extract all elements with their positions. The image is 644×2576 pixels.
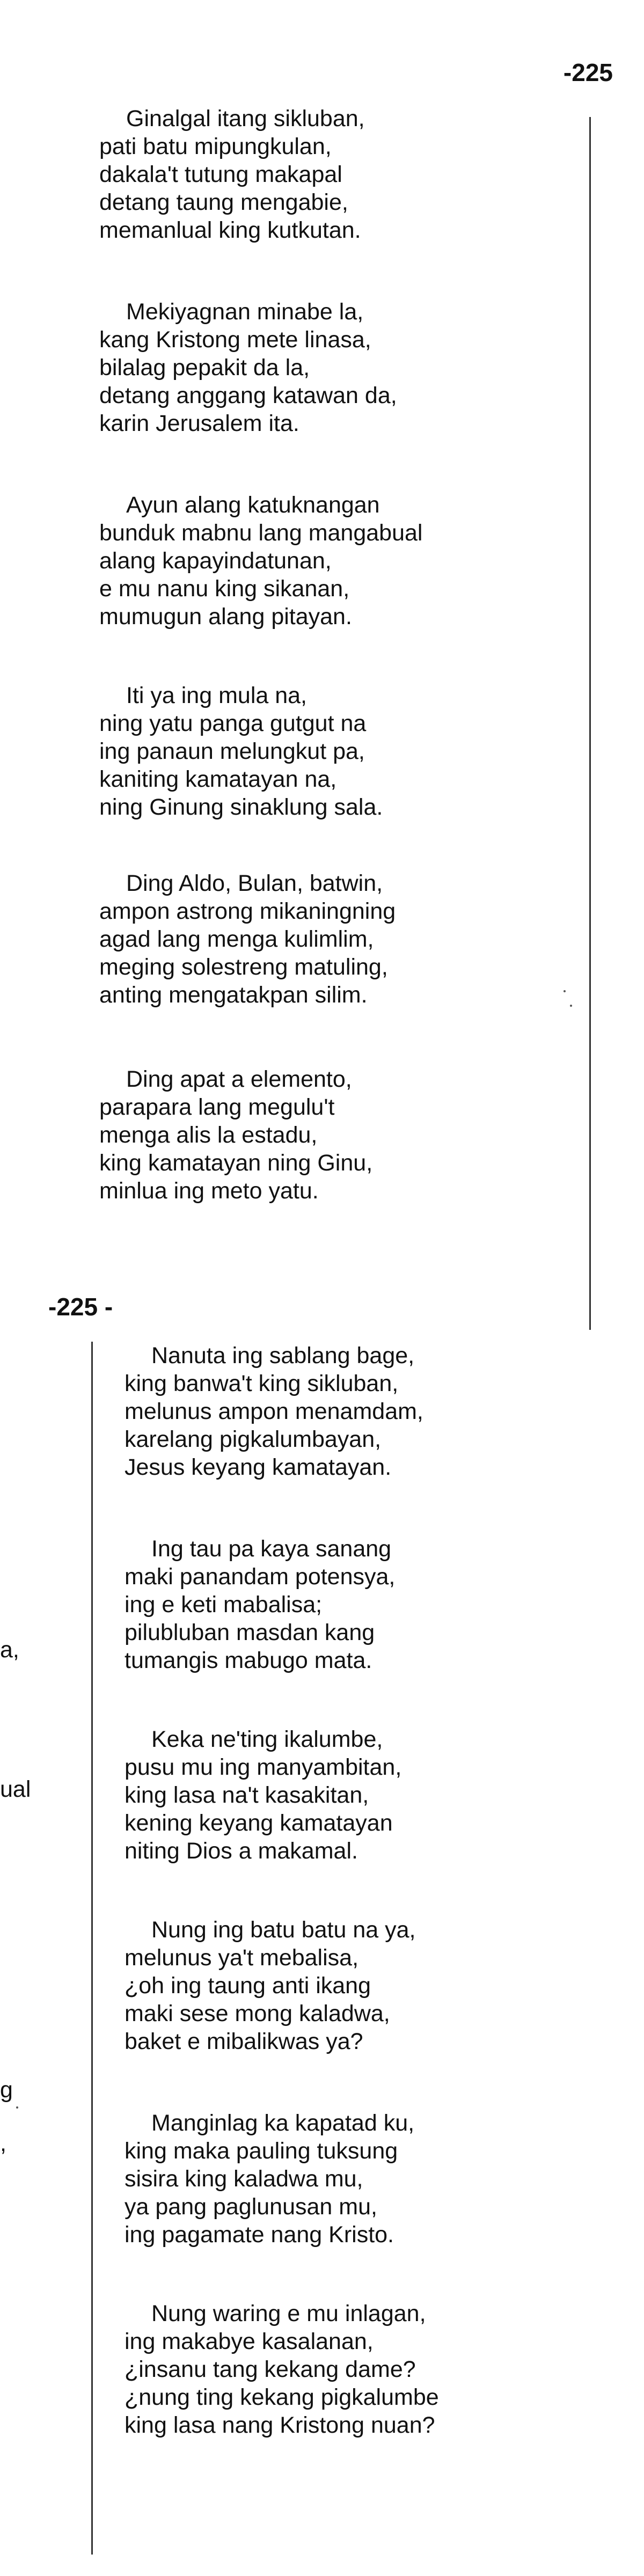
verse-line: detang taung mengabie, — [99, 189, 348, 215]
print-speck — [16, 2106, 18, 2109]
verse-line: ning yatu panga gutgut na — [99, 711, 367, 736]
verse-line: Manginlag ka kapatad ku, — [151, 2110, 415, 2136]
verse-line: maki sese mong kaladwa, — [125, 2001, 390, 2026]
verse-line: bilalag pepakit da la, — [99, 355, 310, 380]
verse-line: detang anggang katawan da, — [99, 383, 397, 408]
stanza — [125, 1916, 415, 2055]
verse-line: Ding Aldo, Bulan, batwin, — [126, 870, 383, 896]
verse-line: king maka pauling tuksung — [125, 2138, 398, 2164]
verse-line: Ayun alang katuknangan — [126, 492, 380, 518]
stanza — [125, 2300, 439, 2439]
verse-line: karelang pigkalumbayan, — [125, 1426, 382, 1452]
verse-line: ¿oh ing taung anti ikang — [125, 1973, 371, 1999]
verse-line: Ing tau pa kaya sanang — [151, 1536, 392, 1562]
verse-line: ning Ginung sinaklung sala. — [99, 794, 383, 820]
stanza — [125, 2109, 414, 2249]
stanza — [125, 1535, 395, 1674]
stanza — [125, 1342, 423, 1481]
stanza — [99, 298, 397, 437]
verse-line: memanlual king kutkutan. — [99, 217, 361, 243]
verse-line: maki panandam potensya, — [125, 1564, 396, 1590]
verse-line: king lasa nang Kristong nuan? — [125, 2412, 435, 2438]
verse-line: dakala't tutung makapal — [99, 162, 342, 187]
verse-line: baket e mibalikwas ya? — [125, 2029, 363, 2054]
verse-line: Keka ne'ting ikalumbe, — [151, 1726, 383, 1752]
verse-line: anting mengatakpan silim. — [99, 982, 368, 1008]
verse-line: Iti ya ing mula na, — [126, 683, 308, 708]
verse-line: pilubluban masdan kang — [125, 1620, 375, 1645]
verse-line: menga alis la estadu, — [99, 1122, 318, 1148]
verse-line: alang kapayindatunan, — [99, 548, 332, 574]
margin-fragment: ual — [0, 1776, 31, 1802]
verse-line: bunduk mabnu lang mangabual — [99, 520, 423, 546]
verse-line: ing panaun melungkut pa, — [99, 738, 365, 764]
verse-line: sisira king kaladwa mu, — [125, 2166, 363, 2192]
verse-line: Nanuta ing sablang bage, — [151, 1343, 415, 1368]
verse-line: parapara lang megulu't — [99, 1094, 335, 1120]
page-number-bottom: -225 - — [48, 1293, 113, 1321]
verse-line: pusu mu ing manyambitan, — [125, 1754, 402, 1780]
verse-line: king banwa't king sikluban, — [125, 1371, 399, 1396]
margin-fragment: , — [0, 2131, 6, 2156]
stanza — [99, 1065, 372, 1205]
verse-line: Nung ing batu batu na ya, — [151, 1917, 416, 1943]
page-number-top: -225 — [563, 58, 613, 86]
verse-line: Jesus keyang kamatayan. — [125, 1454, 392, 1480]
verse-line: Mekiyagnan minabe la, — [126, 299, 364, 325]
margin-fragment: g — [0, 2077, 13, 2103]
verse-line: melunus ampon menamdam, — [125, 1399, 423, 1424]
verse-line: niting Dios a makamal. — [125, 1838, 358, 1864]
margin-fragment: a, — [0, 1637, 19, 1663]
verse-line: karin Jerusalem ita. — [99, 411, 299, 436]
verse-line: ¿nung ting kekang pigkalumbe — [125, 2384, 439, 2410]
stanza — [99, 105, 365, 244]
verse-line: kang Kristong mete linasa, — [99, 327, 371, 353]
column-rule-top — [589, 117, 591, 1330]
verse-line: kaniting kamatayan na, — [99, 766, 337, 792]
column-rule-bottom — [91, 1342, 93, 2555]
print-speck — [570, 1005, 572, 1007]
verse-line: ing pagamate nang Kristo. — [125, 2222, 394, 2248]
verse-line: Nung waring e mu inlagan, — [151, 2301, 426, 2326]
verse-line: meging solestreng matuling, — [99, 954, 388, 980]
verse-line: e mu nanu king sikanan, — [99, 576, 350, 602]
verse-line: ampon astrong mikaningning — [99, 898, 396, 924]
verse-line: minlua ing meto yatu. — [99, 1178, 319, 1204]
verse-line: ¿insanu tang kekang dame? — [125, 2357, 416, 2382]
verse-line: king lasa na't kasakitan, — [125, 1782, 369, 1808]
verse-line: mumugun alang pitayan. — [99, 604, 352, 630]
stanza — [99, 682, 383, 821]
verse-line: ing makabye kasalanan, — [125, 2329, 374, 2354]
verse-line: melunus ya't mebalisa, — [125, 1945, 359, 1971]
verse-line: ya pang paglunusan mu, — [125, 2194, 377, 2220]
verse-line: Ginalgal itang sikluban, — [126, 106, 365, 131]
stanza — [99, 869, 396, 1009]
stanza — [125, 1725, 401, 1865]
verse-line: kening keyang kamatayan — [125, 1810, 393, 1836]
print-speck — [564, 990, 566, 992]
stanza — [99, 491, 422, 631]
verse-line: king kamatayan ning Ginu, — [99, 1150, 373, 1176]
verse-line: pati batu mipungkulan, — [99, 134, 332, 159]
verse-line: Ding apat a elemento, — [126, 1066, 352, 1092]
verse-line: agad lang menga kulimlim, — [99, 926, 374, 952]
verse-line: tumangis mabugo mata. — [125, 1648, 372, 1673]
verse-line: ing e keti mabalisa; — [125, 1592, 323, 1618]
